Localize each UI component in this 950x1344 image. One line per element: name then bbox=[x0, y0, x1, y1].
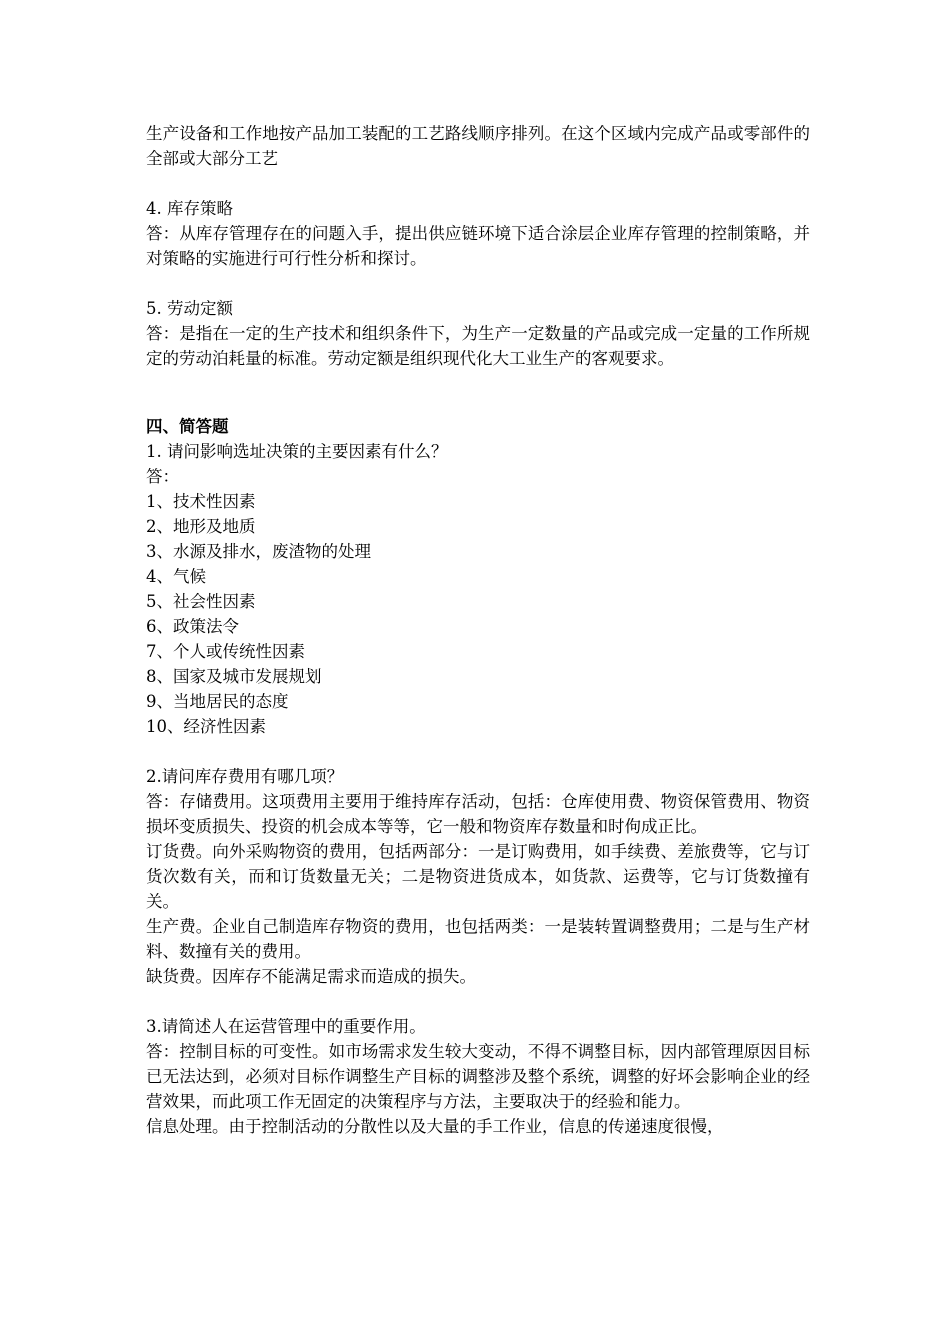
section-heading: 四、简答题 bbox=[146, 417, 229, 436]
q2-paragraph: 缺货费。因库存不能满足需求而造成的损失。 bbox=[146, 967, 476, 986]
term5-title: 5. 劳动定额 bbox=[146, 299, 233, 318]
q1-answer-label: 答： bbox=[146, 467, 179, 486]
term4-answer: 答：从库存管理存在的问题入手，提出供应链环境下适合涂层企业库存管理的控制策略，并对策略的实施进行可行性分析和探讨。 bbox=[146, 224, 810, 268]
q1-item: 3、水源及排水，废渣物的处理 bbox=[146, 542, 371, 561]
q1-item: 6、政策法令 bbox=[146, 617, 239, 636]
spacer bbox=[146, 739, 810, 764]
term4-title: 4. 库存策略 bbox=[146, 199, 233, 218]
q1-item: 1、技术性因素 bbox=[146, 492, 256, 511]
q1-item: 5、社会性因素 bbox=[146, 592, 256, 611]
q1-item: 10、经济性因素 bbox=[146, 717, 266, 736]
q2-paragraph: 答：存储费用。这项费用主要用于维持库存活动，包括：仓库使用费、物资保管费用、物资损坏变质损失、投资的机会成本等等，它一般和物资库存数量和时佝成正比。 bbox=[146, 792, 810, 836]
spacer bbox=[146, 171, 810, 196]
intro-paragraph: 生产设备和工作地按产品加工装配的工艺路线顺序排列。在这个区域内完成产品或零部件的全部或大部分工艺 bbox=[146, 124, 810, 168]
q3-paragraph: 答：控制目标的可变性。如市场需求发生较大变动，不得不调整目标，因内部管理原因目标已无法达到，必须对目标作调整生产目标的调整涉及整个系统，调整的好坏会影响企业的经营效果，而此项工作无固定的决策程序与方法，主要取决于的经验和能力。 bbox=[146, 1042, 810, 1111]
q1-item: 9、当地居民的态度 bbox=[146, 692, 289, 711]
q2-question: 2.请问库存费用有哪几项？ bbox=[146, 767, 344, 786]
spacer bbox=[146, 371, 810, 414]
q1-item: 7、个人或传统性因素 bbox=[146, 642, 305, 661]
term5-answer: 答：是指在一定的生产技术和组织条件下，为生产一定数量的产品或完成一定量的工作所规定的劳动泊耗量的标准。劳动定额是组织现代化大工业生产的客观要求。 bbox=[146, 324, 810, 368]
document-page bbox=[146, 121, 810, 1139]
q1-item: 8、国家及城市发展规划 bbox=[146, 667, 322, 686]
q1-item: 4、气候 bbox=[146, 567, 206, 586]
spacer bbox=[146, 989, 810, 1014]
q3-paragraph: 信息处理。由于控制活动的分散性以及大量的手工作业，信息的传递速度很慢， bbox=[146, 1117, 724, 1136]
q2-paragraph: 生产费。企业自己制造库存物资的费用，也包括两类：一是装转置调整费用；二是与生产材料、数撞有关的费用。 bbox=[146, 917, 810, 961]
q2-paragraph: 订货费。向外采购物资的费用，包括两部分：一是订购费用，如手续费、差旅费等，它与订货次数有关，而和订货数量无关；二是物资进货成本，如货款、运费等，它与订货数撞有关。 bbox=[146, 842, 810, 911]
q1-item: 2、地形及地质 bbox=[146, 517, 256, 536]
q1-question: 1. 请问影响选址决策的主要因素有什么？ bbox=[146, 442, 448, 461]
spacer bbox=[146, 271, 810, 296]
q3-question: 3.请简述人在运营管理中的重要作用。 bbox=[146, 1017, 426, 1036]
